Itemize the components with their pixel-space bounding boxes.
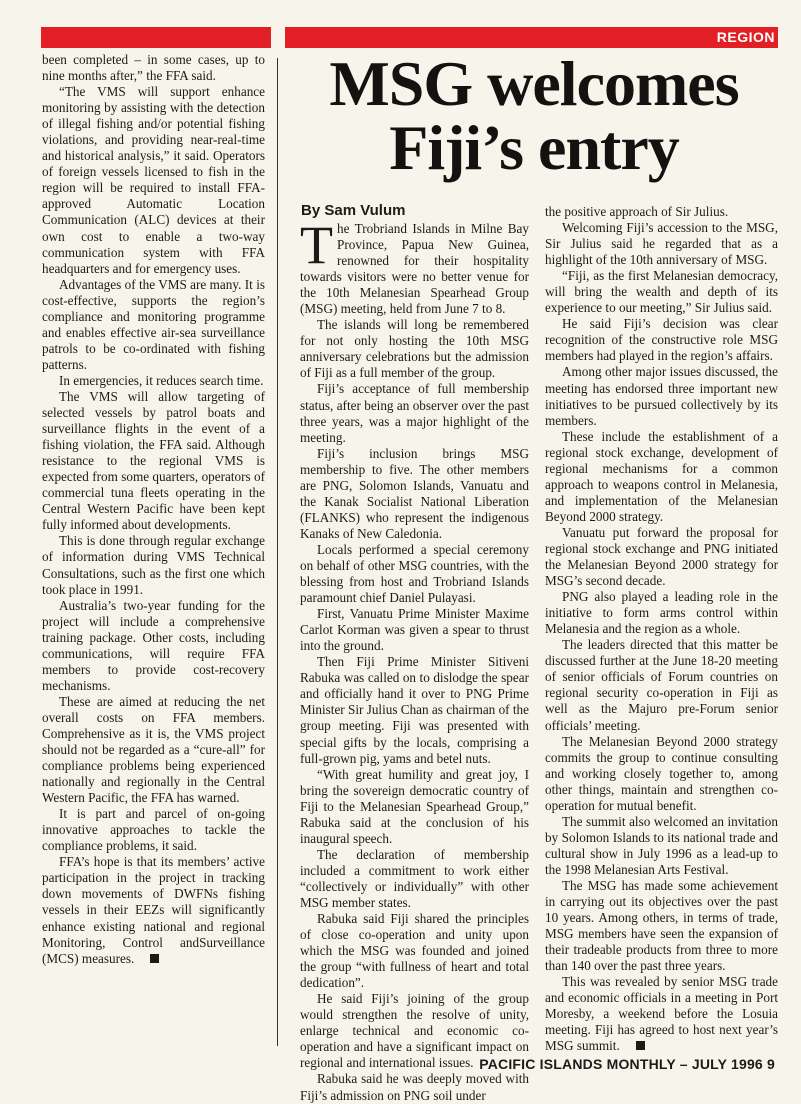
right-column	[545, 204, 778, 1054]
headline-line-2: Fiji’s entry	[389, 112, 679, 183]
middle-paragraph: Locals performed a special ceremony on behalf of other MSG countries, with the blessing from host and Trobriand Islands paramount chief Daniel Pulayasi.	[300, 541, 529, 606]
left-paragraph: This is done through regular exchange of information during VMS Technical Consultations, such as the first one which took place in 1991.	[42, 533, 265, 597]
headline-line-1: MSG welcomes	[329, 48, 739, 119]
right-paragraph: the positive approach of Sir Julius.	[545, 204, 729, 219]
right-paragraph-text: This was revealed by senior MSG trade and economic officials in a meeting in Port Moresby, a weekend before the Losuia meeting. Fiji has agreed to host next year’s MSG summit.	[545, 974, 778, 1054]
middle-paragraph: First, Vanuatu Prime Minister Maxime Carlot Korman was given a spear to thrust into the ground.	[300, 606, 529, 654]
middle-paragraph: “With great humility and great joy, I bring the sovereign democratic country of Fiji to the Melanesian Spearhead Group,” Rabuka said at the conclusion of his inaugural speech.	[300, 766, 529, 846]
page-footer: PACIFIC ISLANDS MONTHLY – JULY 1996 9	[479, 1056, 775, 1072]
byline: By Sam Vulum	[301, 202, 406, 219]
right-paragraph-last	[545, 974, 778, 1054]
left-paragraph: These are aimed at reducing the net overall costs on FFA members. Comprehensive as it is, the VMS project should not be regarded as a “cure-all” for compliance problems being experienced nationally and regionally in the Central Western Pacific, the FFA has warned.	[42, 693, 265, 806]
right-paragraph: “Fiji, as the first Melanesian democracy, will bring the wealth and depth of its experience to our meeting,” Sir Julius said.	[545, 268, 778, 316]
right-paragraph: The leaders directed that this matter be discussed further at the June 18-20 meeting of senior officials of Forum countries on regional security co-operation in Fiji as well as the Majuro pre-Forum senior officials’ meeting.	[545, 637, 778, 733]
middle-paragraph: Fiji’s inclusion brings MSG membership to five. The other members are PNG, Solomon Islands, Vanuatu and the Kanak Socialist National Liberation (FLANKS) who represent the indigenous Kanaks of New Caledonia.	[300, 445, 529, 541]
left-paragraph: It is part and parcel of on-going innovative approaches to tackle the compliance problems, it said.	[42, 806, 265, 854]
right-paragraph: The MSG has made some achievement in carrying out its objectives over the past 10 years. Among others, in terms of trade, MSG members have seen the expansion of their tradeable products from three to more than 140 over the past three years.	[545, 877, 778, 974]
left-paragraph: “The VMS will support enhance monitoring by assisting with the detection of illegal fishing and/or potential fishing violations, and providing near-real-time and historical analysis,” it said. Operators of foreign vessels licensed to fish in the region will be required to install FFA-approved Automatic Location Communication (ALC) devices at their own cost to enable a two-way communication system with FFA headquarters and for emergency uses.	[42, 84, 265, 276]
left-paragraph: The VMS will allow targeting of selected vessels by patrol boats and surveillance flights in the event of a fishing violation, the FFA said. Although resistance to the regional VMS is expected from some quarters, operators of commercial tuna fleets operating in the Central Western Pacific have been kept fully informed about developments.	[42, 388, 265, 533]
end-mark-icon	[150, 954, 159, 963]
left-paragraph: been completed – in some cases, up to nine months after,” the FFA said.	[42, 52, 265, 84]
section-label: REGION	[716, 29, 775, 45]
right-paragraph: Welcoming Fiji’s accession to the MSG, Sir Julius said he regarded that as a highlight of the 10th anniversary of MSG.	[545, 220, 778, 268]
right-paragraph: Vanuatu put forward the proposal for regional stock exchange and PNG initiated the Melanesian Beyond 2000 strategy for MSG’s second decade.	[545, 524, 778, 589]
section-bar-right	[285, 27, 778, 48]
right-paragraph: Among other major issues discussed, the meeting has endorsed three important new initiatives to be pursued collectively by its members.	[545, 364, 778, 428]
end-mark-icon	[636, 1041, 645, 1050]
middle-paragraph: The declaration of membership included a commitment to work either “collectively or individually” with other MSG member states.	[300, 846, 529, 910]
right-paragraph: The summit also welcomed an invitation by Solomon Islands to its national trade and cultural show in July 1996 as a lead-up to the 1998 Melanesian Arts Festival.	[545, 813, 778, 877]
left-paragraph-text: FFA’s hope is that its members’ active participation in the project in tracking down movements of DWFNs fishing vessels in their EEZs will significantly enhance existing national and regional Monitoring, Control andSurveillance (MCS) measures.	[42, 854, 265, 966]
right-paragraph: The Melanesian Beyond 2000 strategy commits the group to continue consulting and working closely together to, among other things, maintain and strengthen co-operation for mutual benefit.	[545, 733, 778, 813]
middle-column	[300, 215, 529, 1104]
middle-paragraph-first	[300, 215, 529, 317]
left-paragraph: Advantages of the VMS are many. It is cost-effective, supports the region’s compliance and monitoring programme and enables effective air-sea surveillance patrols to be co-ordinated with fishing patterns.	[42, 276, 265, 372]
left-column	[42, 52, 265, 967]
right-paragraph: PNG also played a leading role in the initiative to form arms control within Melanesia and the region as a whole.	[545, 589, 778, 637]
middle-paragraph-text: he Trobriand Islands in Milne Bay Province, Papua New Guinea, renowned for their hospitality towards visitors were no better venue for the 10th Melanesian Spearhead Group (MSG) meeting, held from June 7 to 8.	[300, 221, 529, 317]
middle-paragraph: The islands will long be remembered for not only hosting the 10th MSG anniversary celebrations but the admission of Fiji as a full member of the group.	[300, 317, 529, 381]
left-paragraph: Australia’s two-year funding for the project will include a comprehensive training package. Other costs, including communications, will require FFA members to provide cost-recovery mechanisms.	[42, 597, 265, 693]
middle-paragraph: Rabuka said Fiji shared the principles of close co-operation and unity upon which the MSG was founded and joined the group “with fullness of heart and total dedication”.	[300, 911, 529, 991]
middle-paragraph: Then Fiji Prime Minister Sitiveni Rabuka was called on to dislodge the spear and officially hand it over to PNG Prime Minister Sir Julius Chan as chairman of the group meeting. Fiji was presented with special gifts by the locals, comprising a full-grown pig, yams and betel nuts.	[300, 654, 529, 766]
left-paragraph: In emergencies, it reduces search time.	[59, 372, 264, 388]
column-divider	[277, 58, 278, 1046]
drop-cap: T	[300, 215, 333, 275]
middle-paragraph: Rabuka said he was deeply moved with Fiji’s admission on PNG soil under	[300, 1071, 529, 1103]
middle-paragraph: Fiji’s acceptance of full membership status, after being an observer over the past three years, was a major highlight of the meeting.	[300, 381, 529, 445]
right-paragraph: He said Fiji’s decision was clear recognition of the constructive role MSG members had played in the region’s affairs.	[545, 316, 778, 364]
section-bar-left	[41, 27, 271, 48]
right-paragraph: These include the establishment of a regional stock exchange, development of regional mechanisms for a common approach to weapons control in Melanesia, and implementation of the Melanesian Beyond 2000 strategy.	[545, 428, 778, 524]
left-paragraph-last	[42, 854, 265, 966]
middle-paragraph: He said Fiji’s joining of the group would strengthen the resolve of unity, enlarge technical and economic co-operation and have a significant impact on regional and international issues.	[300, 991, 529, 1071]
headline	[290, 48, 778, 183]
